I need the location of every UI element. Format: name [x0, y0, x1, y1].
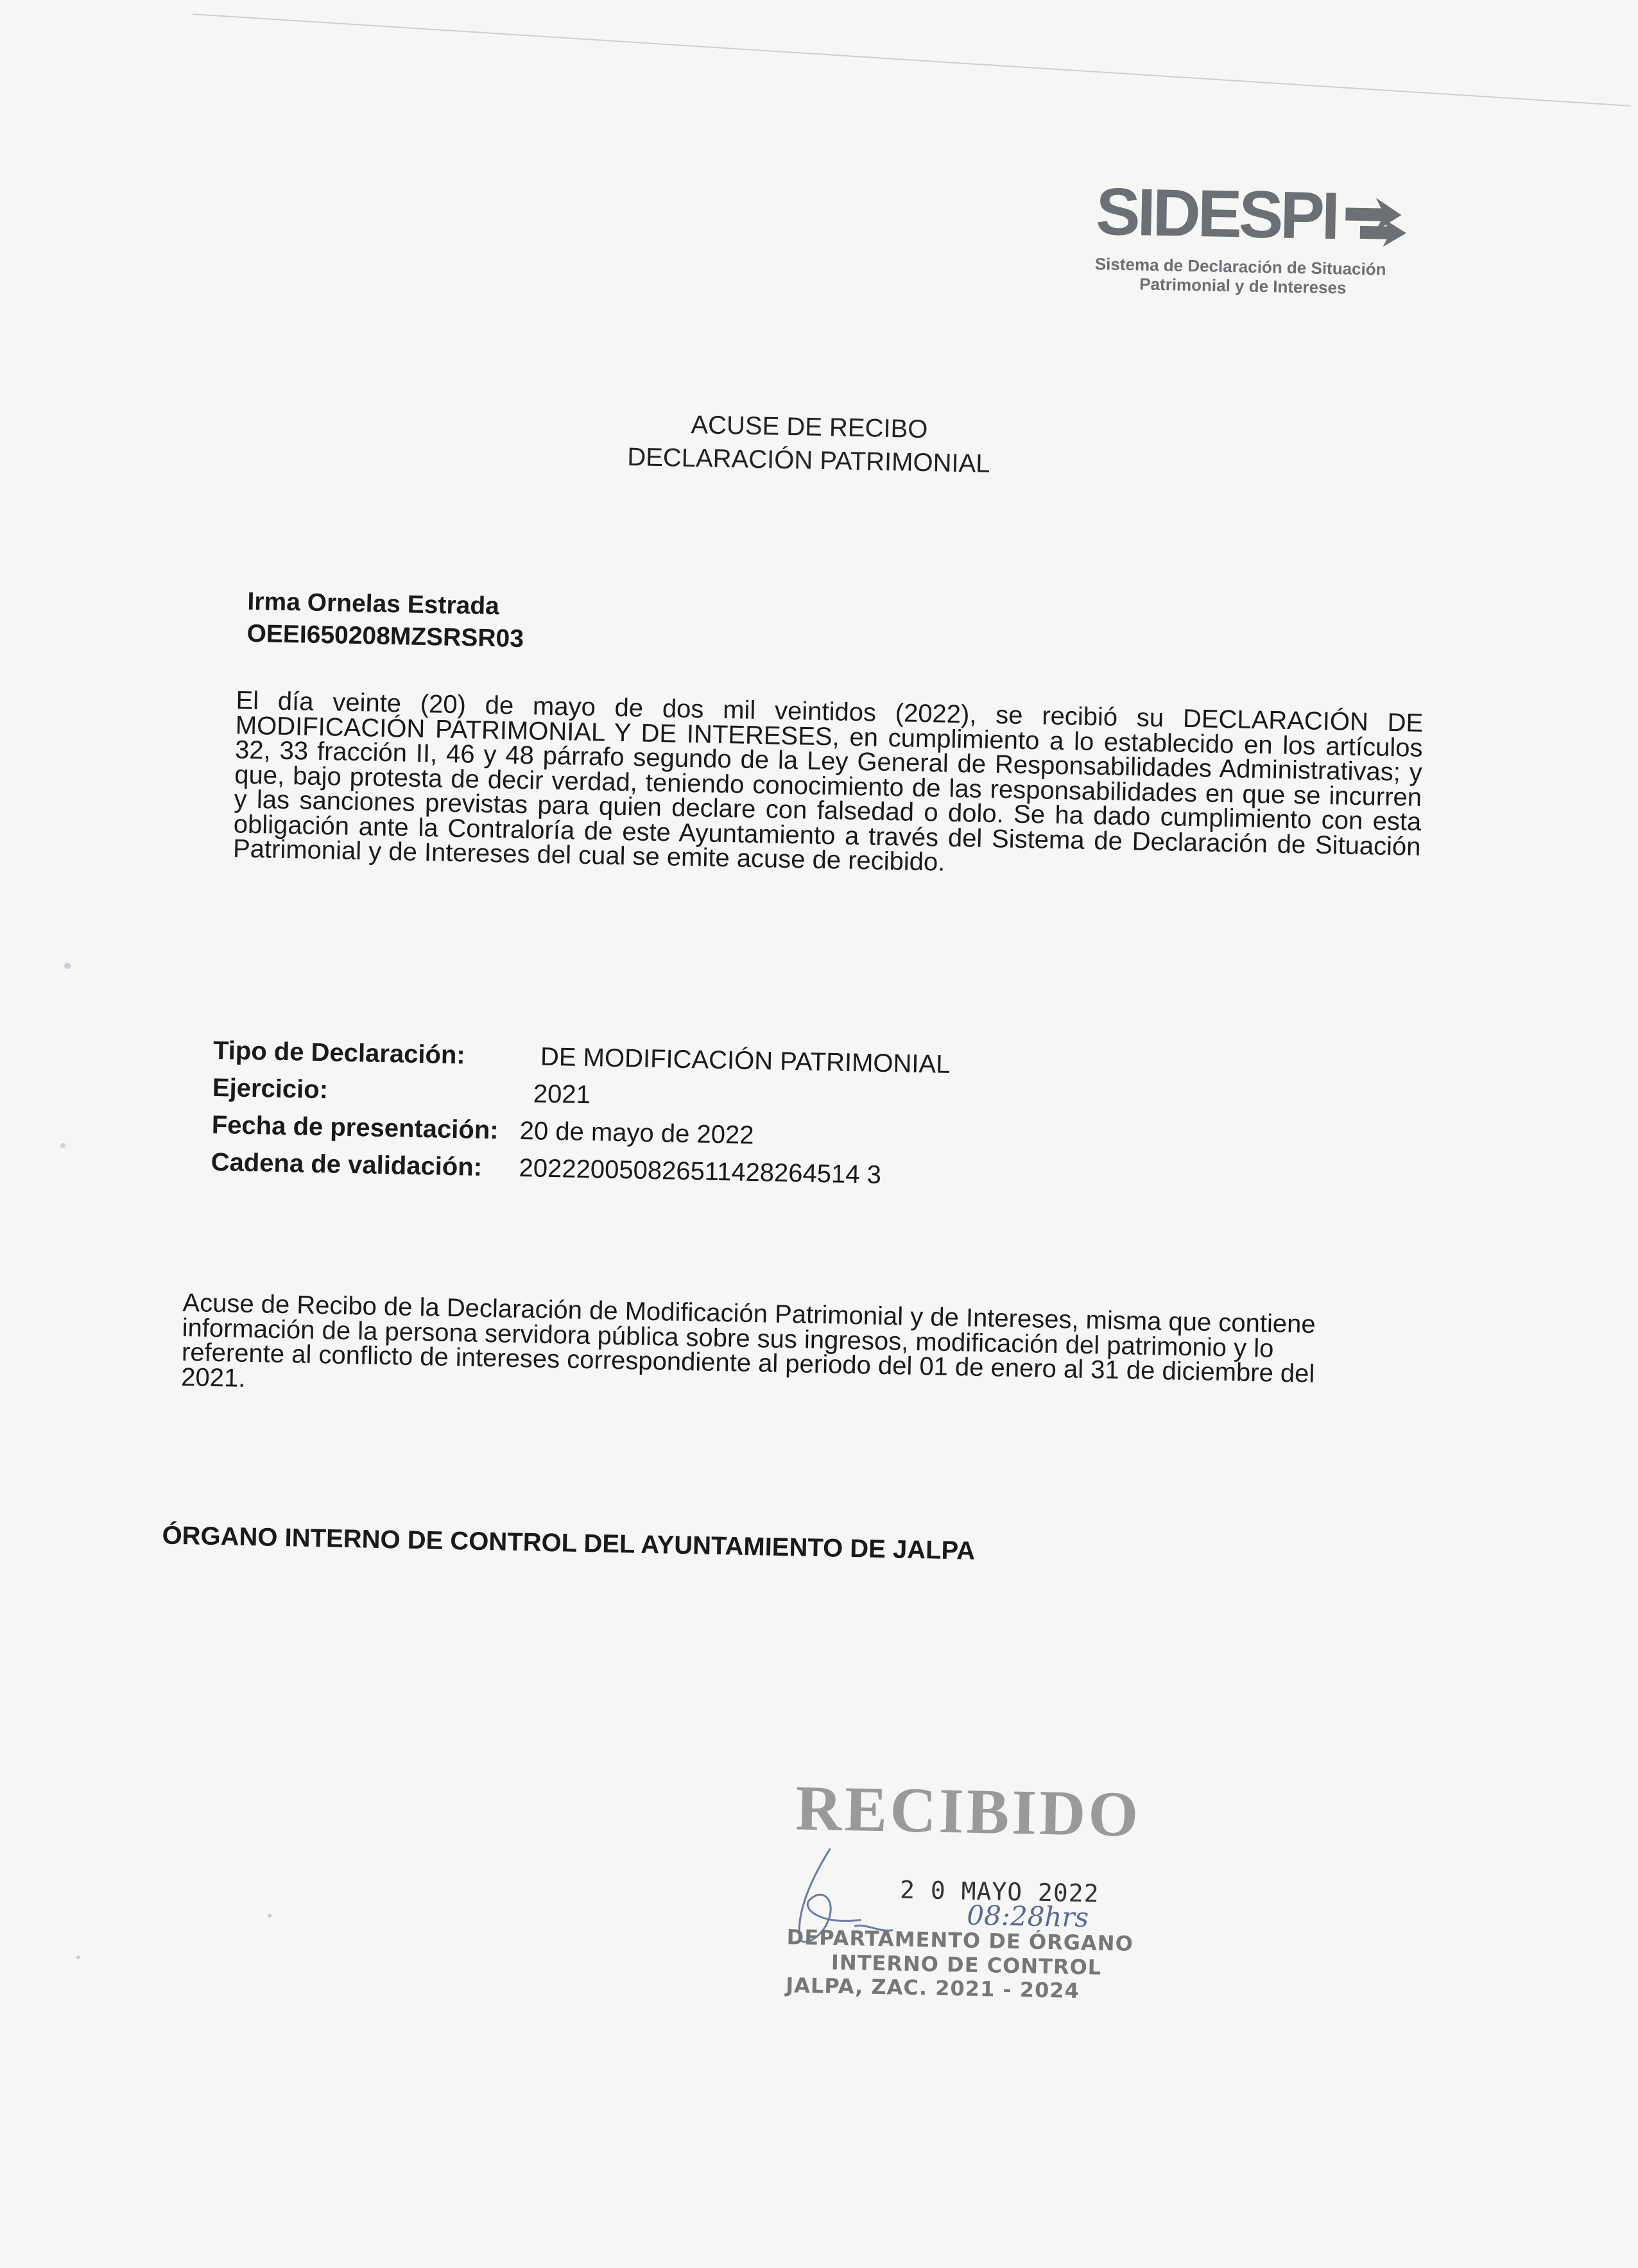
logo-wordmark: SIDESPI	[1095, 175, 1338, 254]
stamp-heading: RECIBIDO	[795, 1772, 1142, 1850]
field-label: Tipo de Declaración:	[212, 1036, 466, 1070]
sidespi-logo	[1094, 175, 1430, 320]
title-line1: ACUSE DE RECIBO	[691, 410, 928, 444]
double-arrow-icon	[1341, 183, 1413, 258]
field-value: 2021	[533, 1079, 591, 1110]
field-label: Ejercicio:	[212, 1073, 329, 1104]
stamp-location: JALPA, ZAC. 2021 - 2024	[785, 1973, 1080, 2004]
closing-paragraph: Acuse de Recibo de la Declaración de Modificación Patrimonial y de Intereses, misma que contiene información de la persona servidora pública sobre sus ingresos, modificación del patrimonio y lo referente al conflicto de intereses correspondiente al periodo del 01 de enero al 31 de diciembre del 2021.	[180, 1289, 1316, 1393]
field-label: Fecha de presentación:	[211, 1110, 499, 1145]
logo-subtitle-line1: Sistema de Declaración de Situación	[1094, 254, 1386, 279]
declarant-name: Irma Ornelas Estrada	[247, 587, 500, 621]
logo-subtitle-line2: Patrimonial y de Intereses	[1139, 274, 1347, 298]
issuing-organ: ÓRGANO INTERNO DE CONTROL DEL AYUNTAMIENTO DE JALPA	[162, 1521, 976, 1565]
field-value: 202220050826511428264514 3	[519, 1154, 882, 1189]
declaration-fields	[211, 1028, 951, 1191]
declarant-block	[246, 586, 524, 655]
stamp-office: INTERNO DE CONTROL	[831, 1950, 1102, 1980]
field-value: 20 de mayo de 2022	[519, 1117, 754, 1150]
received-stamp	[772, 1771, 1188, 2035]
stamp-department: DEPARTAMENTO DE ÓRGANO	[786, 1925, 1134, 1956]
field-value: DE MODIFICACIÓN PATRIMONIAL	[540, 1042, 951, 1079]
body-paragraph: El día veinte (20) de mayo de dos mil veintidos (2022), se recibió su DECLARACIÓN DE MODIFICACIÓN PATRIMONIAL Y DE INTERESES, en cumplimiento a lo establecido en los artículos 32, 33 fracción II, 46 y 48 párrafo segundo de la Ley General de Responsabilidades Administrativas; y que, bajo protesta de decir verdad, teniendo conocimiento de las responsabilidades en que se incurren y las sanciones previstas para quien declare con falsedad o dolo. Se ha dado cumplimiento con esta obligación ante la Contraloría de este Ayuntamiento a través del Sistema de Declaración de Situación Patrimonial y de Intereses del cual se emite acuse de recibido.	[232, 686, 1424, 877]
field-label: Cadena de validación:	[211, 1147, 483, 1181]
stamp-date: 2 0 MAYO 2022	[899, 1875, 1099, 1908]
document-title	[551, 406, 1066, 482]
stamp-time: 08:28hrs	[966, 1899, 1089, 1934]
declarant-rfc: OEEI650208MZSRSR03	[246, 619, 524, 653]
title-line2: DECLARACIÓN PATRIMONIAL	[626, 443, 990, 478]
